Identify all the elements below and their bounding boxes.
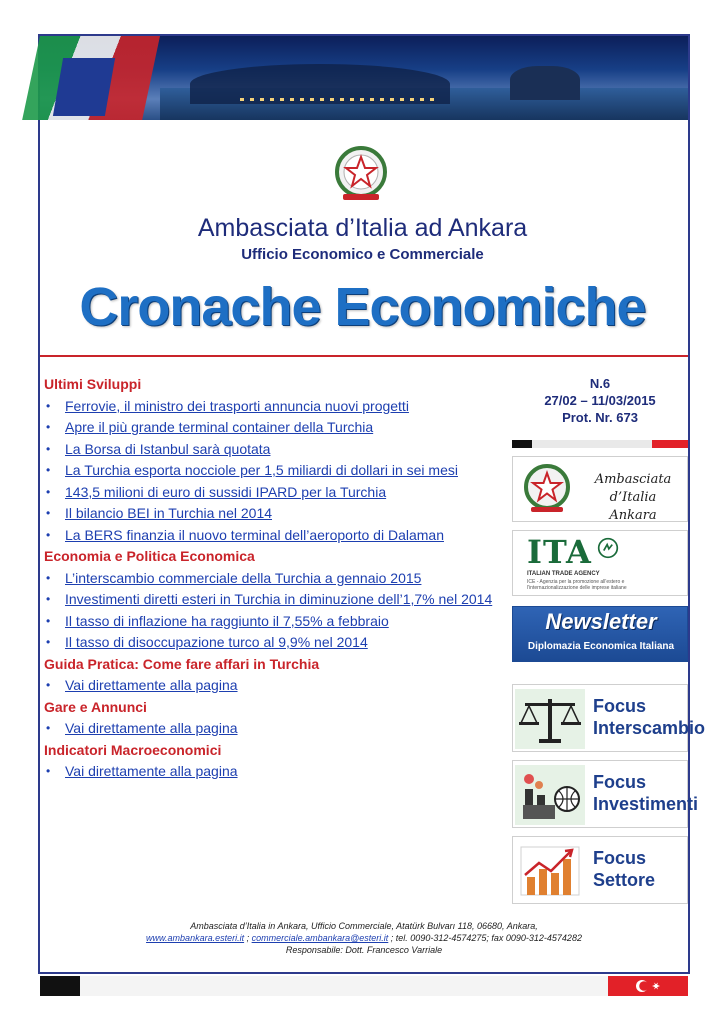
article-link-text[interactable]: Vai direttamente alla pagina [65, 763, 238, 779]
flag-strip-dark [512, 440, 532, 448]
focus-investimenti-link[interactable] [512, 760, 699, 828]
article-link[interactable] [44, 589, 494, 611]
section-title: Guida Pratica: Come fare affari in Turchia [44, 655, 320, 672]
section-items [44, 568, 494, 654]
flag-strip-red [652, 440, 688, 448]
ita-description: ICE - Agenzia per la promozione all'estero e l'internazionalizzazione delle imprese italiane [527, 579, 627, 591]
article-link-text[interactable]: Apre il più grande terminal container della Turchia [65, 419, 374, 435]
title-divider [40, 355, 688, 357]
article-link[interactable] [44, 396, 494, 418]
banner-rock [510, 66, 580, 100]
ita-agency-name: ITALIAN TRADE AGENCY [527, 571, 600, 577]
email-link[interactable]: commerciale.ambankara@esteri.it [251, 933, 389, 943]
article-link[interactable] [44, 568, 494, 590]
bottom-strip-grey [80, 976, 608, 996]
embassy-logo-line1: Ambasciata d’Italia [594, 472, 672, 505]
italian-emblem-icon [329, 142, 393, 206]
banner-lights [240, 98, 440, 101]
article-link-text[interactable]: La Borsa di Istanbul sarà quotata [65, 440, 271, 457]
section-items [44, 761, 494, 783]
eu-flag-graphic [53, 58, 115, 116]
article-link[interactable] [44, 525, 494, 547]
article-link[interactable] [44, 761, 494, 783]
article-link-text[interactable]: Vai direttamente alla pagina [65, 677, 238, 693]
article-link[interactable] [44, 632, 494, 654]
footer-contacts [40, 932, 688, 944]
balance-scale-icon [515, 689, 585, 749]
article-link-text[interactable]: Investimenti diretti esteri in Turchia in diminuzione dell’1,7% nel 2014 [65, 591, 493, 607]
focus-topic: Settore [593, 870, 656, 890]
section-title: Gare e Annunci [44, 698, 147, 715]
newsletter-label: Newsletter [545, 609, 657, 634]
flag-strip-grey [532, 440, 652, 448]
ita-mark-icon [597, 537, 619, 559]
focus-settore-title [593, 847, 655, 891]
issue-info [512, 375, 688, 426]
website-link[interactable]: www.ambankara.esteri.it [146, 933, 245, 943]
article-link-text[interactable]: La BERS finanzia il nuovo terminal dell’aeroporto di Dalaman [65, 526, 444, 543]
focus-investimenti-title [593, 771, 698, 815]
section-items [44, 718, 494, 740]
focus-word: Focus [593, 696, 647, 716]
article-link[interactable] [44, 611, 494, 633]
issue-dates: 27/02 – 11/03/2015 [544, 393, 656, 408]
footer-address: Ambasciata d’Italia in Ankara, Ufficio Commerciale, Atatürk Bulvarı 118, 06680, Ankara, [190, 921, 538, 931]
contents-list [44, 374, 494, 783]
newsletter-link[interactable] [512, 606, 688, 662]
focus-word: Focus [593, 848, 647, 868]
section-title: Ultimi Sviluppi [44, 376, 142, 392]
article-link-text[interactable]: Il tasso di disoccupazione turco al 9,9% nel 2014 [65, 634, 368, 650]
article-link[interactable] [44, 417, 494, 439]
bottom-strip-dark [40, 976, 80, 996]
article-link[interactable] [44, 482, 494, 504]
footer-phone: ; tel. 0090-312-4574275; fax 0090-312-4574282 [388, 933, 582, 943]
focus-topic: Interscambio [593, 718, 706, 738]
focus-settore-link[interactable] [512, 836, 688, 904]
bar-chart-icon [515, 841, 585, 901]
article-link-text[interactable]: Il bilancio BEI in Turchia nel 2014 [65, 505, 273, 521]
issue-number: N.6 [589, 376, 611, 391]
crescent-star-icon [608, 976, 688, 996]
focus-interscambio-link[interactable] [512, 684, 706, 752]
article-link[interactable] [44, 503, 494, 525]
embassy-name: Ambasciata d’Italia ad Ankara [197, 214, 528, 242]
article-link-text[interactable]: L’interscambio commerciale della Turchia a gennaio 2015 [65, 569, 422, 586]
ita-logo-text: ITA [527, 533, 592, 571]
article-link[interactable] [44, 460, 494, 482]
header-banner-image [40, 36, 688, 120]
article-link-text[interactable]: Vai direttamente alla pagina [65, 720, 238, 736]
factory-globe-icon [515, 765, 585, 825]
embassy-logo-line2: Ankara [609, 508, 657, 523]
footer-responsabile: Responsabile: Dott. Francesco Varriale [285, 945, 443, 955]
article-link[interactable] [44, 439, 494, 461]
article-link-text[interactable]: Il tasso di inflazione ha raggiunto il 7,55% a febbraio [65, 612, 389, 629]
article-link[interactable] [44, 675, 494, 697]
section-title: Indicatori Macroeconomici [44, 741, 222, 758]
footer-separator: ; [244, 933, 252, 943]
embassy-logo-link[interactable] [512, 456, 688, 522]
focus-interscambio-title [593, 695, 705, 739]
newsletter-subtitle: Diplomazia Economica Italiana [527, 641, 675, 652]
office-name: Ufficio Economico e Commerciale [241, 246, 484, 263]
section-items [44, 396, 494, 547]
newsletter-title: Cronache Economiche [79, 277, 646, 337]
article-link-text[interactable]: Ferrovie, il ministro dei trasporti annuncia nuovi progetti [65, 397, 409, 414]
section-items [44, 675, 494, 697]
protocol-number: Prot. Nr. 673 [562, 410, 638, 425]
focus-topic: Investimenti [593, 794, 699, 814]
italian-emblem-icon [519, 461, 575, 517]
section-title: Economia e Politica Economica [44, 548, 255, 564]
article-link-text[interactable]: La Turchia esporta nocciole per 1,5 miliardi di dollari in sei mesi [65, 462, 458, 478]
article-link[interactable] [44, 718, 494, 740]
article-link-text[interactable]: 143,5 milioni di euro di sussidi IPARD per la Turchia [65, 483, 387, 500]
turkish-flag [608, 976, 688, 996]
page-footer [40, 920, 688, 956]
focus-word: Focus [593, 772, 647, 792]
ita-logo-link[interactable] [512, 530, 688, 596]
